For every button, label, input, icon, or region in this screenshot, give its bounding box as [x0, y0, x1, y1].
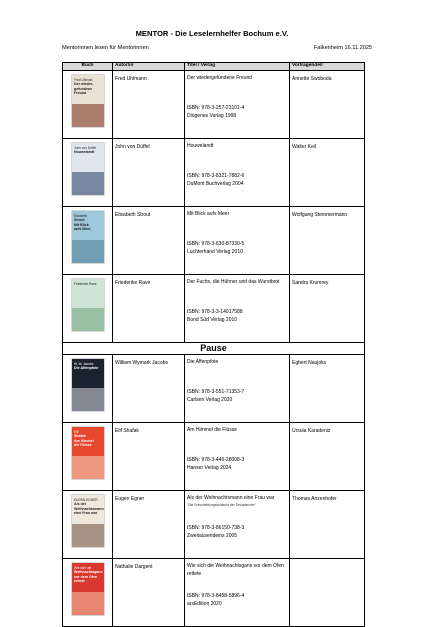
book-author: John von Düffel: [113, 139, 185, 207]
book-isbn: ISBN: 978-3-630-87330-5: [187, 241, 245, 247]
book-info-cell: [185, 559, 290, 627]
book-isbn: ISBN: 978-3-446-28008-3: [187, 457, 245, 463]
book-author: Elisabeth Strout: [113, 207, 185, 275]
book-isbn: ISBN: 978-3-551-71353-7: [187, 389, 245, 395]
book-publisher: DuMont Buchverlag 2004: [187, 180, 244, 187]
book-title: [187, 279, 287, 309]
table-row: [63, 491, 365, 559]
book-author: Friederike Rave: [113, 275, 185, 343]
book-title-text: Der Fuchs, die Hühner und das Wurstbrot: [187, 279, 280, 285]
book-publisher: arsEdition 2020: [187, 600, 222, 607]
book-cover-image: W. W. Jacobs Die Affenpfote: [72, 359, 104, 411]
col-header-book: Buch: [63, 63, 113, 71]
book-reader: Wolfgang Stemmermann: [290, 207, 365, 275]
book-publisher: Bond Süd Verlag 2010: [187, 316, 238, 323]
book-title: [187, 143, 287, 173]
table-row: [63, 355, 365, 423]
book-title: [187, 563, 287, 593]
col-header-title: Titel / Verlag: [185, 63, 290, 71]
book-reader: Thomas Anzenhofer: [290, 491, 365, 559]
book-title: [187, 427, 287, 457]
book-reader: [290, 559, 365, 627]
pause-label: Pause: [63, 343, 365, 355]
book-info-cell: [185, 491, 290, 559]
book-isbn: ISBN: 978-3-3-14017588: [187, 309, 243, 315]
book-author: Fred Uhlmann: [113, 71, 185, 139]
page-title: MENTOR - Die Leselernhelfer Bochum e.V.: [135, 29, 289, 38]
book-title-text: Als der Weihnachtsmann eine Frau war: [187, 495, 275, 501]
book-publisher: Hanser Verlag 2024: [187, 464, 232, 471]
book-title-text: Mit Blick aufs Meer: [187, 211, 230, 217]
book-reader: Annette Swoboda: [290, 71, 365, 139]
table-row: [63, 559, 365, 627]
book-cover-image: Friederike Rave: [72, 279, 104, 331]
book-title: [187, 359, 287, 389]
book-cover-cell: [63, 71, 113, 139]
book-isbn: ISBN: 978-3-86150-738-3: [187, 525, 245, 531]
book-author: Nathalie Dargent: [113, 559, 185, 627]
book-publisher: Luchterhand Verlag 2010: [187, 248, 243, 255]
book-title: [187, 211, 287, 241]
book-reader: Ursula Karadeniz: [290, 423, 365, 491]
book-reader: Sandra Krumrey: [290, 275, 365, 343]
book-cover-image: John von Düffel Houwelandt: [72, 143, 104, 195]
book-author: Eugen Egner: [113, 491, 185, 559]
book-cover-image: Fred Uhlman Der wieder- gefundene Freund: [72, 75, 104, 127]
book-cover-image: Wie sich die Weihnachtsgans vor dem Ofen rettete: [72, 563, 104, 615]
col-header-reader: Vortragende/r: [290, 63, 365, 71]
book-info-cell: [185, 275, 290, 343]
book-publisher: Carlsen Verlag 2020: [187, 396, 233, 403]
book-isbn: ISBN: 978-3-8458-5896-4: [187, 593, 245, 599]
book-title-text: Die Affenpfote: [187, 359, 219, 365]
table-row: [63, 275, 365, 343]
table-header-row: [63, 63, 365, 71]
book-reader: Walter Keil: [290, 139, 365, 207]
book-cover-image: Elif Shafak Am Himmel die Flüsse: [72, 427, 104, 479]
book-info-cell: [185, 355, 290, 423]
book-cover-cell: [63, 275, 113, 343]
book-title: [187, 495, 287, 525]
book-cover-cell: [63, 355, 113, 423]
book-note: "Die Entscheidungsschlacht der Dekadenzler": [187, 502, 256, 507]
book-reader: Egbert Naujoks: [290, 355, 365, 423]
book-cover-cell: [63, 139, 113, 207]
col-header-author: Autor/in: [113, 63, 185, 71]
book-cover-cell: [63, 491, 113, 559]
book-publisher: Diogenes Verlag 1998: [187, 112, 237, 119]
book-cover-cell: [63, 559, 113, 627]
book-isbn: ISBN: 978-3-8321-7882-6: [187, 173, 245, 179]
table-row: [63, 423, 365, 491]
book-isbn: ISBN: 978-3-257-23101-4: [187, 105, 245, 111]
table-row: [63, 71, 365, 139]
book-info-cell: [185, 71, 290, 139]
book-title-text: Houwelandt: [187, 143, 214, 149]
table-row: [63, 207, 365, 275]
book-cover-image: EUGEN EGNER Als der Weihnachtsmann eine Frau war: [72, 495, 104, 547]
pause-row: [63, 343, 365, 355]
book-cover-cell: [63, 207, 113, 275]
book-publisher: Zweitausendeins 2005: [187, 532, 238, 539]
book-cover-image: Elizabeth Strout Mit Blick aufs Meer: [72, 211, 104, 263]
program-table: [62, 62, 365, 627]
book-title-text: Wie sich die Weihnachtsgans vor dem Ofen rettete: [187, 563, 284, 577]
subtitle-right: Falkenheim 16.11.2025: [314, 45, 373, 51]
book-info-cell: [185, 423, 290, 491]
book-author: Elif Shafak: [113, 423, 185, 491]
book-info-cell: [185, 139, 290, 207]
book-author: William Wymark Jacobs: [113, 355, 185, 423]
book-cover-cell: [63, 423, 113, 491]
table-row: [63, 139, 365, 207]
book-title: [187, 75, 287, 105]
book-info-cell: [185, 207, 290, 275]
book-title-text: Der wiedergefundene Freund: [187, 75, 253, 81]
book-title-text: Am Himmel die Flüsse: [187, 427, 238, 433]
subtitle-left: Mentorinnen lesen für Mentorinnen: [62, 45, 149, 51]
